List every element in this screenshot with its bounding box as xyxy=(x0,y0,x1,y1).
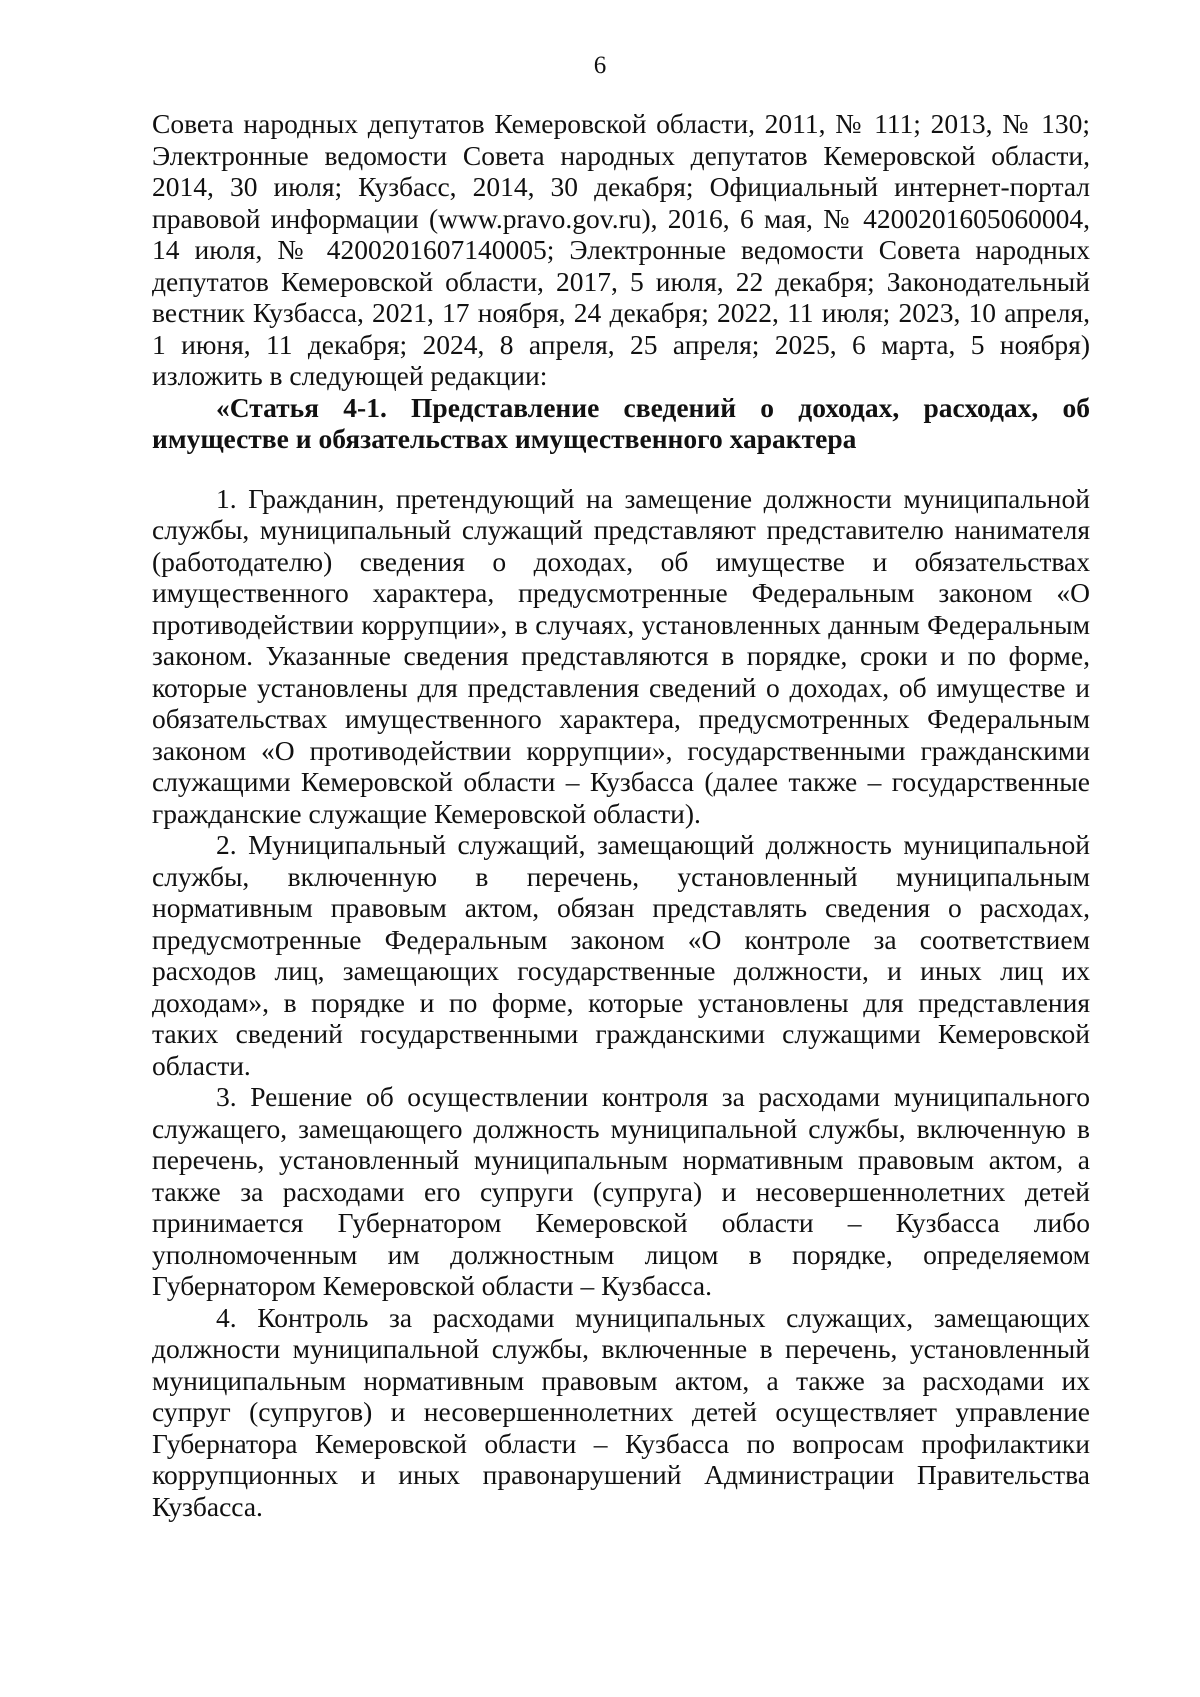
spacer xyxy=(152,455,1090,483)
article-paragraph-2: 2. Муниципальный служащий, замещающий должность муниципальной службы, включенную в перечень, установленный муниципальным нормативным правовым актом, обязан представлять сведения о расходах, предусмотренные Федеральным законом «О контроле за соответствием расходов лиц, замещающих государственные должности, и иных лиц их доходам», в порядке и по форме, которые установлены для представления таких сведений государственными гражданскими служащими Кемеровской области. xyxy=(152,829,1090,1081)
article-paragraph-1: 1. Гражданин, претендующий на замещение должности муниципальной службы, муниципальный служащий представляют представителю нанимателя (работодателю) сведения о доходах, об имуществе и обязательствах имущественного характера, предусмотренные Федеральным законом «О противодействии коррупции», в случаях, установленных данным Федеральным законом. Указанные сведения представляются в порядке, сроки и по форме, которые установлены для представления сведений о доходах, об имуществе и обязательствах имущественного характера, предусмотренных Федеральным законом «О противодействии коррупции», государственными гражданскими служащими Кемеровской области – Кузбасса (далее также – государственные гражданские служащие Кемеровской области). xyxy=(152,482,1090,829)
page-number: 6 xyxy=(593,52,607,79)
document-body xyxy=(152,108,1090,1522)
article-paragraph-3: 3. Решение об осуществлении контроля за расходами муниципального служащего, замещающего должность муниципальной службы, включенную в перечень, установленный муниципальным нормативным правовым актом, а также за расходами его супруги (супруга) и несовершеннолетних детей принимается Губернатором Кемеровской области – Кузбасса либо уполномоченным им должностным лицом в порядке, определяемом Губернатором Кемеровской области – Кузбасса. xyxy=(152,1081,1090,1301)
article-paragraph-4: 4. Контроль за расходами муниципальных служащих, замещающих должности муниципальной службы, включенные в перечень, установленный муниципальным нормативным правовым актом, а также за расходами их супруг (супругов) и несовершеннолетних детей осуществляет управление Губернатора Кемеровской области – Кузбасса по вопросам профилактики коррупционных и иных правонарушений Администрации Правительства Кузбасса. xyxy=(152,1301,1090,1522)
intro-paragraph: Совета народных депутатов Кемеровской области, 2011, № 111; 2013, № 130; Электронные ведомости Совета народных депутатов Кемеровской области, 2014, 30 июля; Кузбасс, 2014, 30 декабря; Официальный интернет-портал правовой информации (www.pravo.gov.ru), 2016, 6 мая, № 4200201605060004, 14 июля, № 4200201607140005; Электронные ведомости Совета народных депутатов Кемеровской области, 2017, 5 июля, 22 декабря; Законодательный вестник Кузбасса, 2021, 17 ноября, 24 декабря; 2022, 11 июля; 2023, 10 апреля, 1 июня, 11 декабря; 2024, 8 апреля, 25 апреля; 2025, 6 марта, 5 ноября) изложить в следующей редакции: xyxy=(152,108,1090,391)
article-heading: «Статья 4-1. Представление сведений о доходах, расходах, об имуществе и обязательствах имущественного характера xyxy=(152,391,1090,454)
